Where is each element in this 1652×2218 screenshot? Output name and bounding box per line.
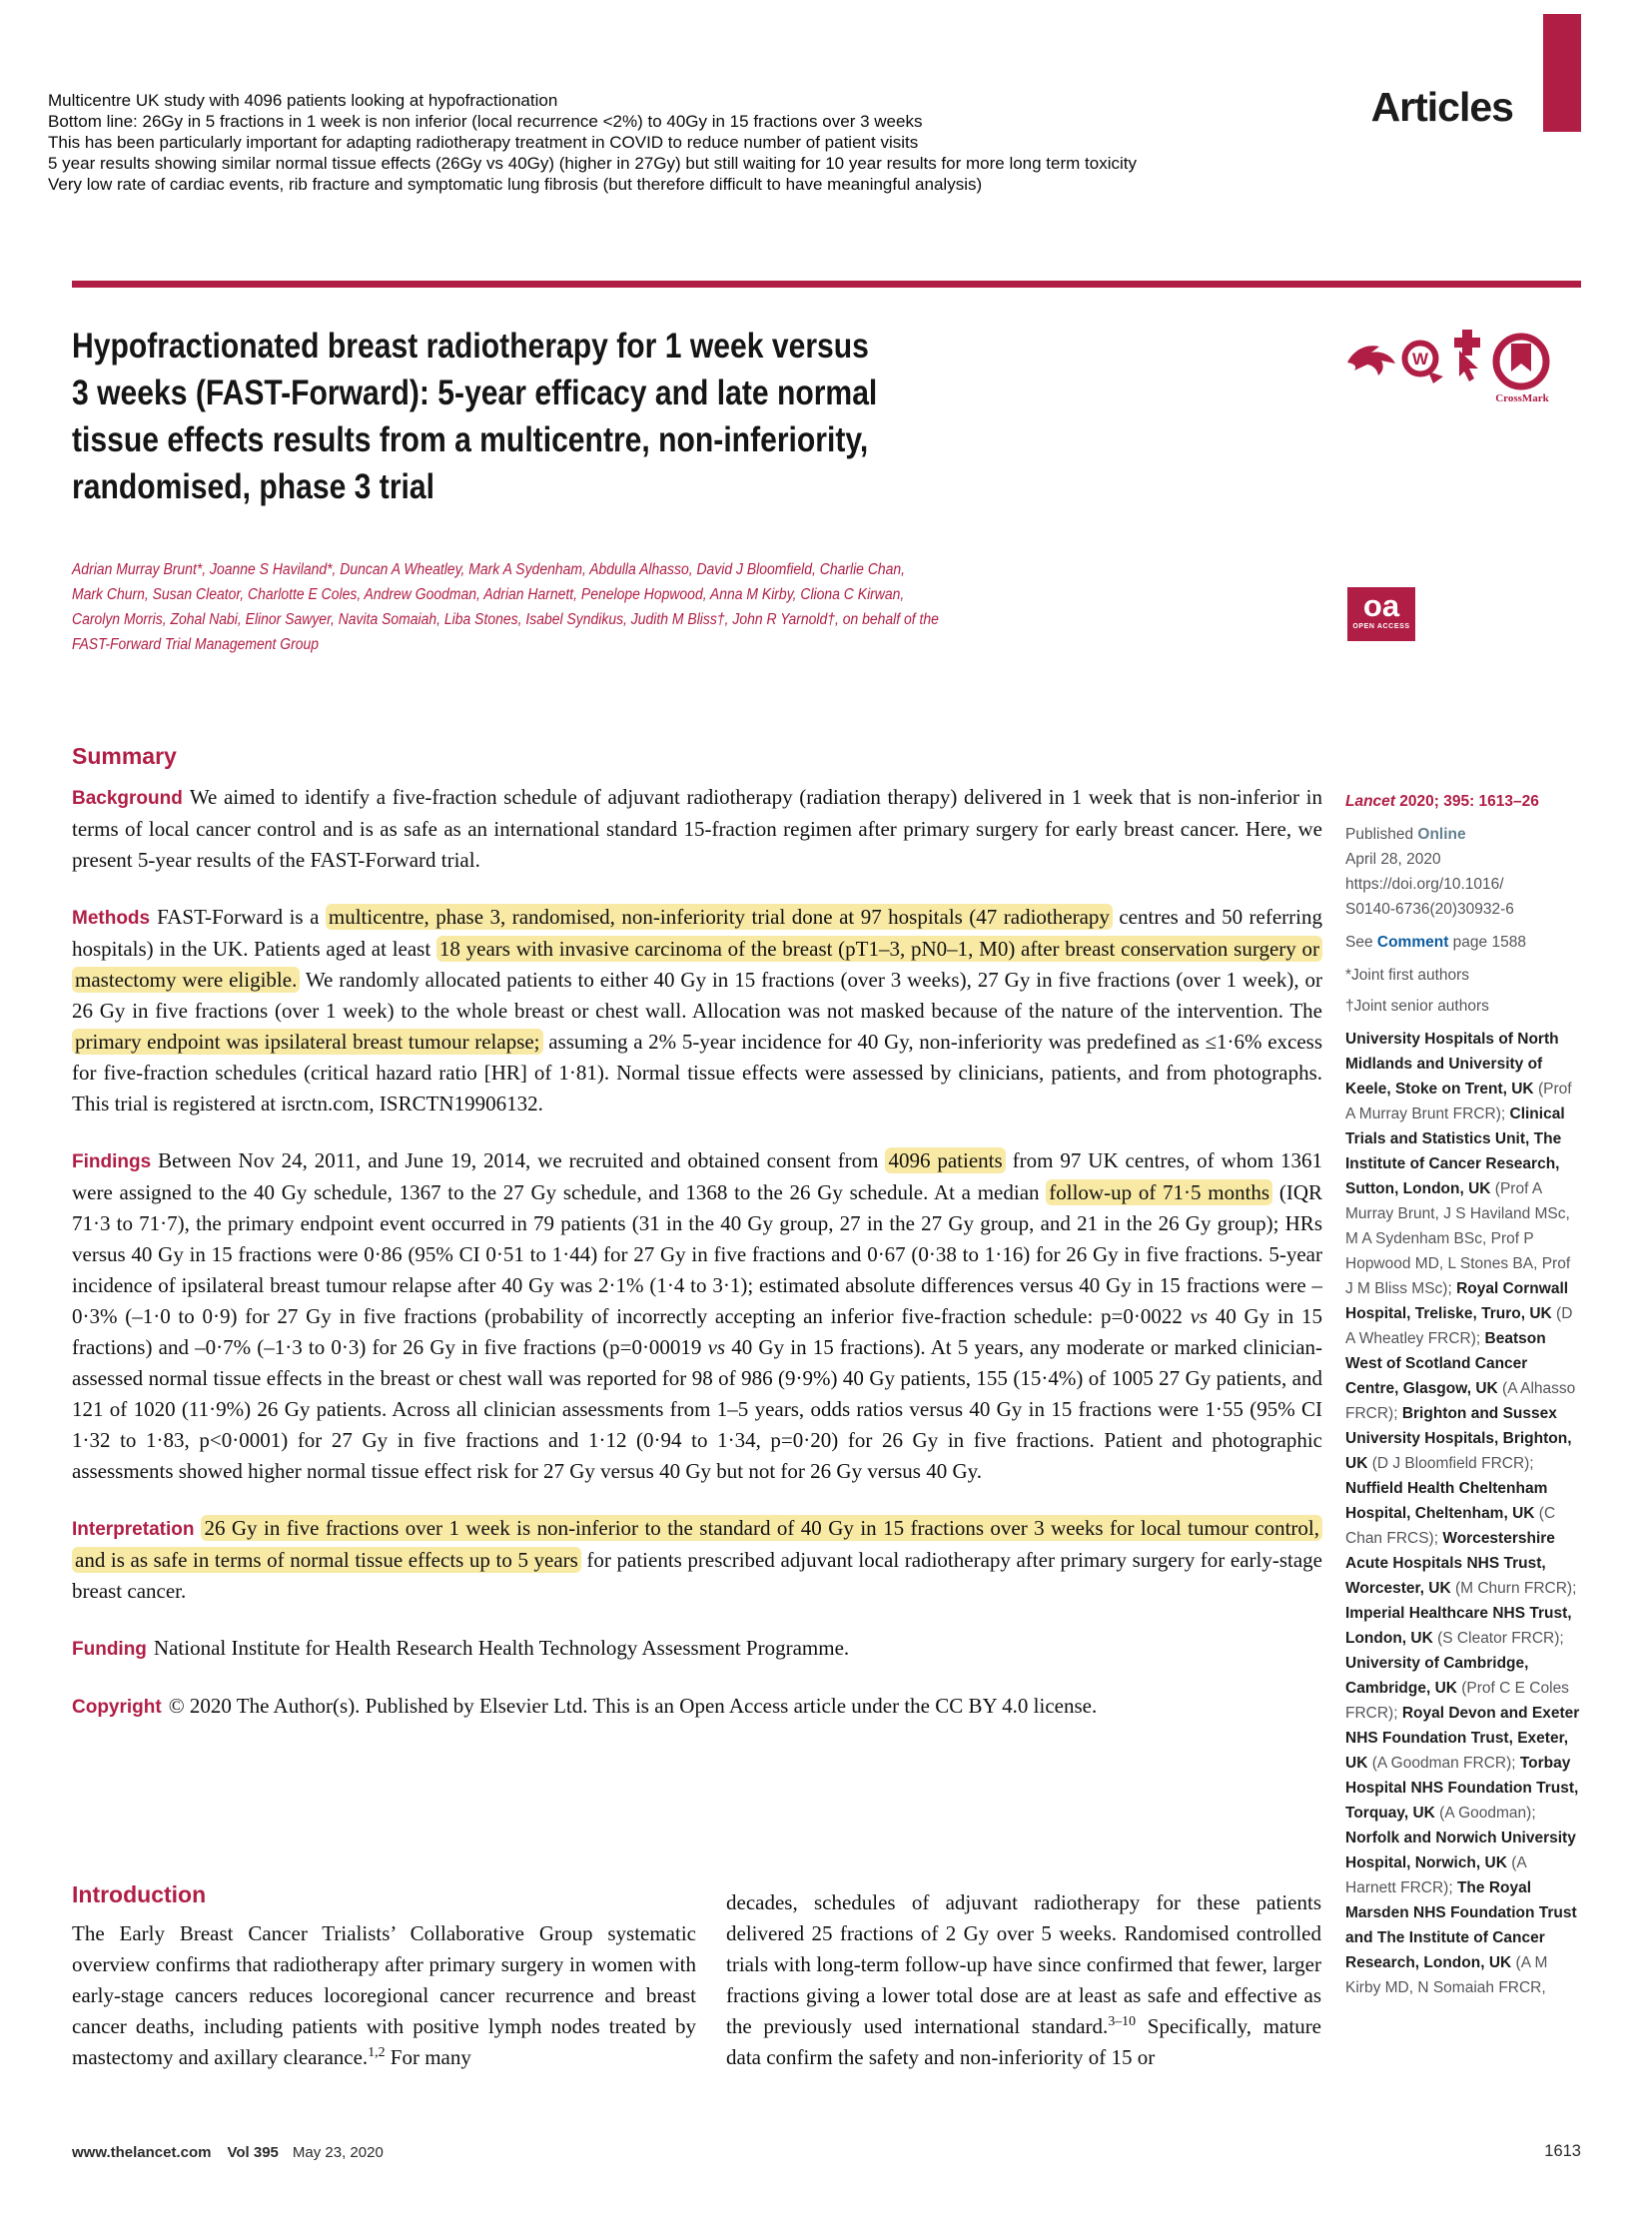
published-date: April 28, 2020: [1345, 851, 1441, 868]
update-cursor-icon: [1447, 330, 1487, 383]
summary-methods: [72, 902, 1322, 1119]
introduction-column-right: [726, 1887, 1321, 2073]
footer-left: [72, 2144, 384, 2161]
findings-label: Findings: [72, 1151, 152, 1172]
doi-link-line2[interactable]: S0140-6736(20)30932-6: [1345, 901, 1514, 918]
summary-funding: [72, 1633, 1322, 1665]
issue-date: May 23, 2020: [292, 2144, 384, 2161]
summary-findings: [72, 1145, 1322, 1487]
background-label: Background: [72, 788, 183, 809]
open-access-label: OPEN ACCESS: [1352, 623, 1410, 630]
joint-first-authors-note: *Joint first authors: [1345, 967, 1470, 984]
author-list: Adrian Murray Brunt*, Joanne S Haviland*, Duncan A Wheatley, Mark A Sydenham, Abdulla Alhasso, David J Bloomfield, Charlie Chan, Mark Churn, Susan Cleator, Charlotte E Coles, Andrew Goodman, Adrian Harnett, Penelope Hopwood, Anna M Kirby, Cliona C Kirwan, Carolyn Morris, Zohal Nabi, Elinor Sawyer, Navita Somaiah, Liba Stones, Isabel Syndikus, Judith M Bliss†, John R Yarnold†, on behalf of the FAST-Forward Trial Management Group: [72, 561, 939, 653]
corner-bar: [1543, 14, 1581, 132]
interpretation-label: Interpretation: [72, 1519, 195, 1540]
author-affiliations: University Hospitals of North Midlands and University of Keele, Stoke on Trent, UK (Prof A Murray Brunt FRCR); Clinical Trials and Statistics Unit, The Institute of Cancer Research, Sutton, London, UK (Prof A Murray Brunt, J S Haviland MSc, M A Sydenham BSc, Prof P Hopwood MD, L Stones BA, Prof J M Bliss MSc); Royal Cornwall Hospital, Treliske, Truro, UK (D A Wheatley FRCR); Beatson West of Scotland Cancer Centre, Glasgow, UK (A Alhasso FRCR); Brighton and Sussex University Hospitals, Brighton, UK (D J Bloomfield FRCR); Nuffield Health Cheltenham Hospital, Cheltenham, UK (C Chan FRCS); Worcestershire Acute Hospitals NHS Trust, Worcester, UK (M Churn FRCR); Imperial Healthcare NHS Trust, London, UK (S Cleator FRCR); University of Cambridge, Cambridge, UK (Prof C E Coles FRCR); Royal Devon and Exeter NHS Foundation Trust, Exeter, UK (A Goodman FRCR); Torbay Hospital NHS Foundation Trust, Torquay, UK (A Goodman); Norfolk and Norwich University Hospital, Norwich, UK (A Harnett FRCR); The Royal Marsden NHS Foundation Trust and The Institute of Cancer Research, London, UK (A M Kirby MD, N Somaiah FRCR,: [1345, 1031, 1580, 1996]
summary-copyright: [72, 1691, 1322, 1723]
open-access-abbr: oa: [1362, 588, 1400, 623]
see-comment-link[interactable]: See Comment page 1588: [1345, 934, 1526, 951]
summary-heading: Summary: [72, 743, 177, 769]
margin-sidebar: [1345, 789, 1580, 2000]
introduction-column-left: [72, 1918, 696, 2073]
published-online-line: Published Online: [1345, 826, 1466, 843]
copyright-label: Copyright: [72, 1697, 162, 1718]
published-online-block: [1345, 822, 1580, 922]
methods-label: Methods: [72, 908, 151, 929]
svg-text:W: W: [1411, 350, 1429, 369]
lancet-bird-icon: [1346, 340, 1396, 379]
journal-citation: Lancet 2020; 395: 1613–26: [1345, 793, 1539, 810]
summary-background: [72, 782, 1322, 876]
header-rule: [72, 281, 1581, 288]
funding-text: National Institute for Health Research Health Technology Assessment Programme.: [153, 1636, 850, 1660]
doi-link-line1[interactable]: https://doi.org/10.1016/: [1345, 876, 1504, 893]
open-access-badge: [1347, 587, 1415, 641]
crossmark-label: CrossMark: [1495, 392, 1549, 404]
interpretation-text: 26 Gy in five fractions over 1 week is non-inferior to the standard of 40 Gy in 15 fractions over 3 weeks for local tumour control, and is as safe in terms of normal tissue effects up to 5 years for patients prescribed adjuvant local radiotherapy after primary surgery for early-stage breast cancer.: [72, 1516, 1322, 1603]
funding-label: Funding: [72, 1639, 147, 1660]
introduction-text-left: The Early Breast Cancer Trialists’ Collaborative Group systematic overview confirms that radiotherapy after primary surgery in women with early-stage cancers reduces locoregional cancer recurrence and breast cancer deaths, including patients with positive lymph nodes treated by mastectomy and axillary clearance.$^{1,2}$ For many: [72, 1921, 696, 2069]
findings-text: Between Nov 24, 2011, and June 19, 2014, we recruited and obtained consent from 4096 patients from 97 UK centres, of whom 1361 were assigned to the 40 Gy schedule, 1367 to the 27 Gy schedule, and 1368 to the 26 Gy schedule. At a median follow-up of 71·5 months (IQR 71·3 to 71·7), the primary endpoint event occurred in 79 patients (31 in the 40 Gy group, 27 in the 27 Gy group, and 21 in the 26 Gy group); HRs versus 40 Gy in 15 fractions were 0·86 (95% CI 0·51 to 1·44) for 27 Gy in five fractions and 0·67 (0·38 to 1·16) for 26 Gy in five fractions. 5-year incidence of ipsilateral breast tumour relapse after 40 Gy was 2·1% (1·4 to 3·1); estimated absolute differences versus 40 Gy in 15 fractions were –0·3% (–1·0 to 0·9) for 27 Gy in five fractions (probability of incorrectly accepting an inferior five-fraction schedule: p=0·0022 vs 40 Gy in 15 fractions) and –0·7% (–1·3 to 0·3) for 26 Gy in five fractions (p=0·00019 vs 40 Gy in 15 fractions). At 5 years, any moderate or marked clinician-assessed normal tissue effects in the breast or chest wall was reported for 98 of 986 (9·9%) 40 Gy patients, 155 (15·4%) of 1005 27 Gy patients, and 121 of 1020 (11·9%) 26 Gy patients. Across all clinician assessments from 1–5 years, odds ratios versus 40 Gy in 15 fractions were 1·55 (95% CI 1·32 to 1·83, p<0·0001) for 27 Gy in five fractions and 1·12 (0·94 to 1·34, p=0·20) for 26 Gy in five fractions. Patient and photographic assessments showed higher normal tissue effect risk for 27 Gy versus 40 Gy but not for 26 Gy versus 40 Gy.: [72, 1148, 1323, 1483]
joint-senior-authors-note: †Joint senior authors: [1345, 998, 1489, 1015]
summary-interpretation: [72, 1513, 1322, 1607]
introduction-heading: Introduction: [72, 1881, 207, 1907]
volume-label: Vol 395: [227, 2144, 279, 2161]
page-number: 1613: [1544, 2142, 1581, 2160]
crossmark-icon[interactable]: [1492, 333, 1550, 390]
background-text: We aimed to identify a five-fraction schedule of adjuvant radiotherapy (radiation therapy) delivered in 1 week that is non-inferior in terms of local cancer control and is as safe as an international standard 15-fraction regimen after primary surgery for early breast cancer. Here, we present 5-year results of the FAST-Forward trial.: [72, 785, 1322, 872]
correspondence-icon: [1400, 339, 1444, 384]
summary-section: [72, 743, 1322, 1749]
reader-annotation: Multicentre UK study with 4096 patients looking at hypofractionation Bottom line: 26Gy in 5 fractions in 1 week is non inferior (local recurrence <2%) to 40Gy in 15 fractions over 3 weeks This has been particularly important for adapting radiotherapy treatment in COVID to reduce number of patient visits 5 year results showing similar normal tissue effects (26Gy vs 40Gy) (higher in 27Gy) but still waiting for 10 year results for more long term toxicity Very low rate of cardiac events, rib fracture and symptomatic lung fibrosis (but therefore difficult to have meaningful analysis): [48, 91, 1137, 194]
section-label: Articles: [1370, 84, 1513, 130]
article-title: Hypofractionated breast radiotherapy for 1 week versus 3 weeks (FAST-Forward): 5-year efficacy and late normal tissue effects results from a multicentre, non-inferiority, randomised, phase 3 trial: [72, 327, 878, 506]
journal-url[interactable]: www.thelancet.com: [72, 2144, 212, 2161]
introduction-text-right: decades, schedules of adjuvant radiotherapy for these patients delivered 25 fractions of 2 Gy over 5 weeks. Randomised controlled trials with long-term follow-up have since confirmed that fewer, larger fractions giving a lower total dose are at least as safe and effective as the previously used international standard.$^{3-10}$ Specifically, mature data confirm the safety and non-inferiority of 15 or: [726, 1890, 1322, 2069]
copyright-text: © 2020 The Author(s). Published by Elsevier Ltd. This is an Open Access article under the CC BY 4.0 license.: [168, 1694, 1098, 1718]
methods-text: FAST-Forward is a multicentre, phase 3, randomised, non-inferiority trial done at 97 hospitals (47 radiotherapy centres and 50 referring hospitals) in the UK. Patients aged at least 18 years with invasive carcinoma of the breast (pT1–3, pN0–1, M0) after breast conservation surgery or mastectomy were eligible. We randomly allocated patients to either 40 Gy in 15 fractions (over 3 weeks), 27 Gy in five fractions (over 1 week), or 26 Gy in five fractions (over 1 week) to the whole breast or chest wall. Allocation was not masked because of the nature of the intervention. The primary endpoint was ipsilateral breast tumour relapse; assuming a 2% 5-year incidence for 40 Gy, non-inferiority was predefined as ≤1·6% excess for five-fraction schedules (critical hazard ratio [HR] of 1·81). Normal tissue effects were assessed by clinicians, patients, and from photographs. This trial is registered at isrctn.com, ISRCTN19906132.: [72, 905, 1323, 1115]
